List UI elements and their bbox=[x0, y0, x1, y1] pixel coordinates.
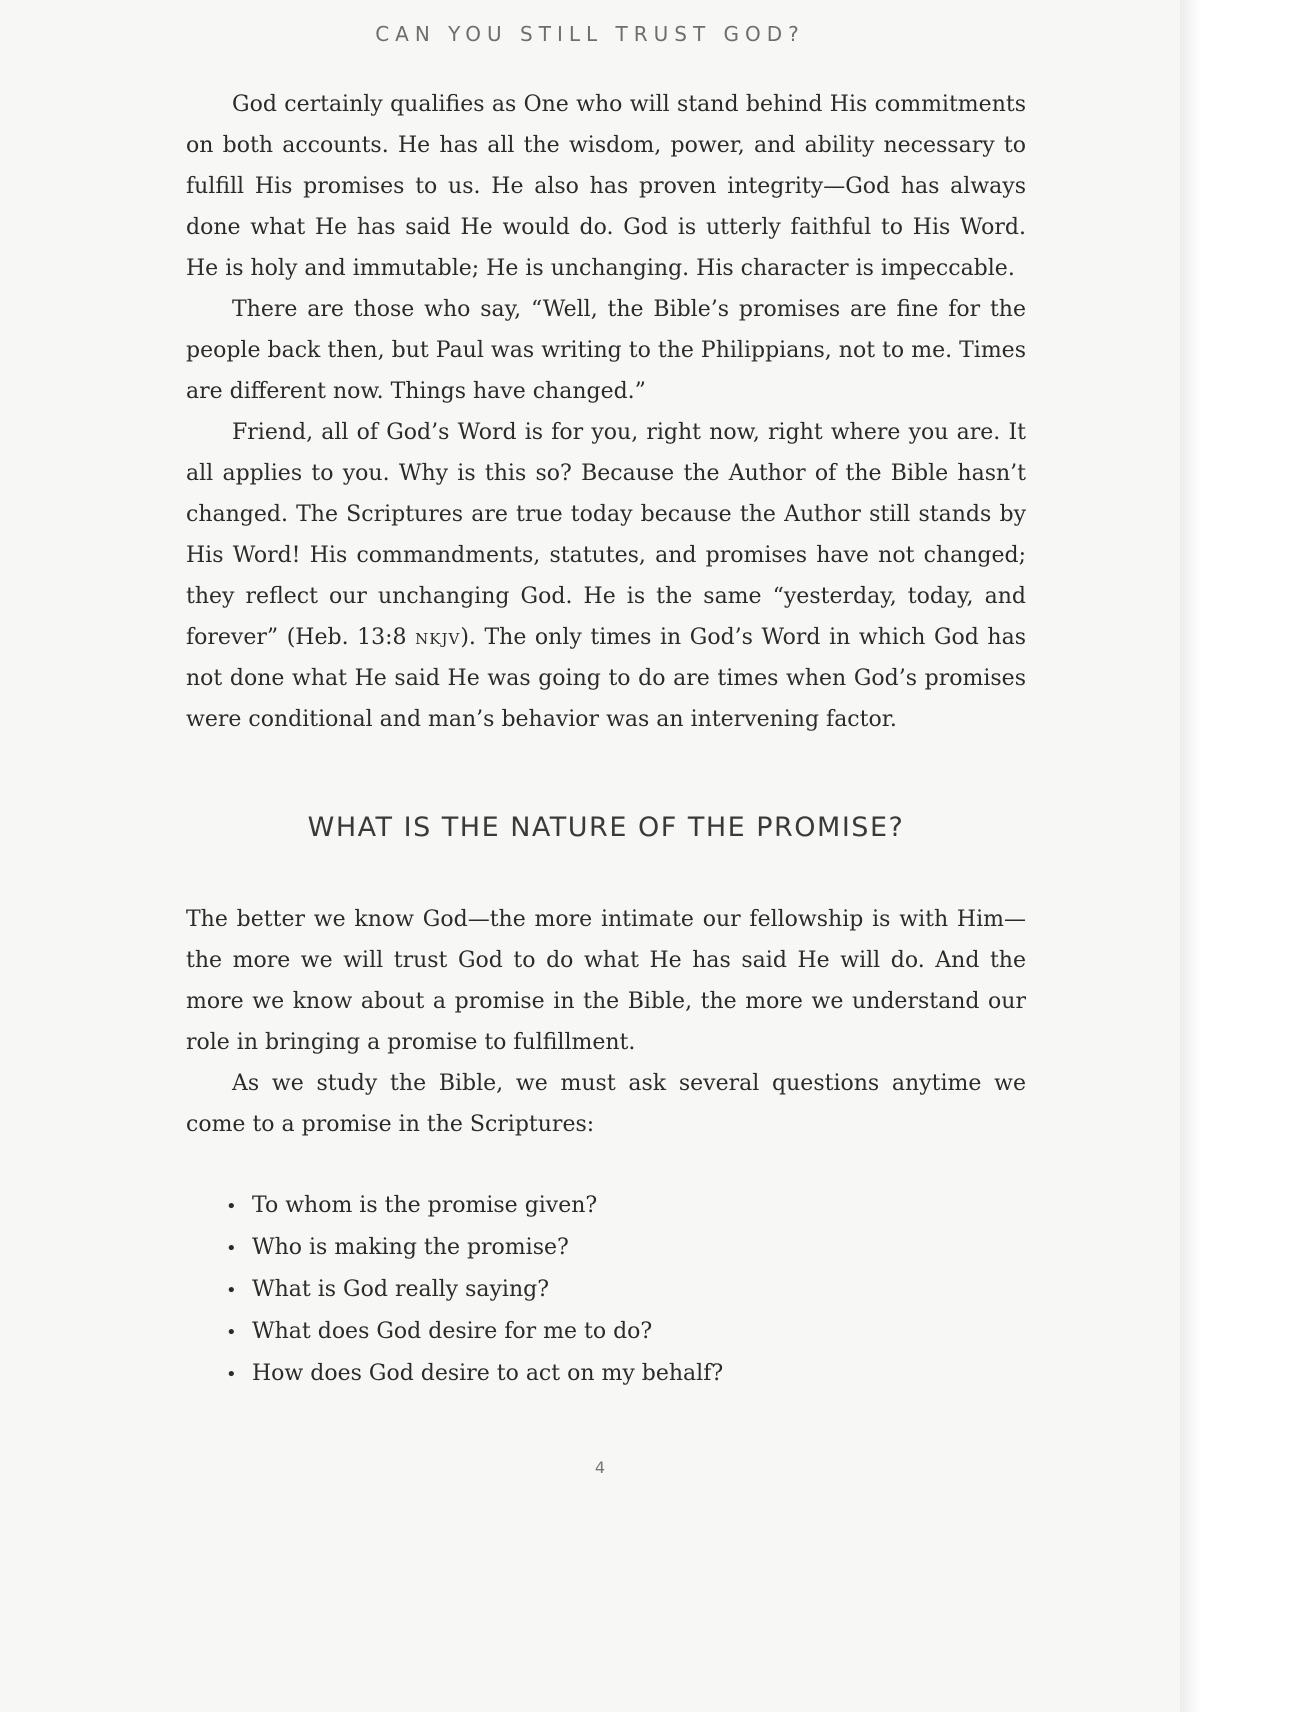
bullet-icon: • bbox=[226, 1238, 237, 1259]
list-item bbox=[226, 1269, 723, 1311]
paragraph bbox=[186, 412, 1026, 740]
bible-version-abbrev: nkjv bbox=[415, 625, 461, 650]
list-item bbox=[226, 1353, 723, 1395]
paragraph: There are those who say, “Well, the Bible’s promises are fine for the people back then, but Paul was writing to the Philippians, not to me. Times are different now. Things have changed.” bbox=[186, 297, 1026, 404]
list-item bbox=[226, 1185, 723, 1227]
section-heading: WHAT IS THE NATURE OF THE PROMISE? bbox=[307, 812, 905, 843]
paragraph: As we study the Bible, we must ask several questions anytime we come to a promise in the Scriptures: bbox=[186, 1071, 1026, 1137]
paragraph: The better we know God—the more intimate our fellowship is with Him—the more we will trust God to do what He has said He will do. And the more we know about a promise in the Bible, the more we understand our role in bringing a promise to fulfillment. bbox=[186, 907, 1026, 1055]
running-head: CAN YOU STILL TRUST GOD? bbox=[375, 22, 805, 46]
body-text-section bbox=[186, 899, 1026, 1145]
page-number: 4 bbox=[594, 1458, 606, 1477]
list-item bbox=[226, 1227, 723, 1269]
bullet-icon: • bbox=[226, 1280, 237, 1301]
paragraph: God certainly qualifies as One who will stand behind His commitments on both accounts. He has all the wisdom, power, and ability necessary to fulfill His promises to us. He also has proven integrity—God has always done what He has said He would do. God is utterly faithful to His Word. He is holy and immutable; He is unchanging. His character is impeccable. bbox=[186, 92, 1026, 281]
list-item-text: Who is making the promise? bbox=[252, 1235, 569, 1260]
list-item-text: What is God really saying? bbox=[252, 1277, 550, 1302]
page-edge bbox=[1180, 0, 1290, 1712]
list-item-text: What does God desire for me to do? bbox=[252, 1319, 653, 1344]
question-list bbox=[226, 1185, 723, 1395]
paragraph-text: ). The only times in God’s Word in which God has not done what He said He was going to do are times when God’s promises were conditional and man’s behavior was an intervening factor. bbox=[186, 625, 1026, 732]
list-item bbox=[226, 1311, 723, 1353]
bullet-icon: • bbox=[226, 1322, 237, 1343]
paragraph-text: Friend, all of God’s Word is for you, right now, right where you are. It all applies to you. Why is this so? Because the Author of the Bible hasn’t changed. The Scriptures are true today because the Author still stands by His Word! His commandments, statutes, and promises have not changed; they reflect our unchanging God. He is the same “yesterday, today, and forever” (Heb. 13:8 bbox=[186, 420, 1026, 650]
bullet-icon: • bbox=[226, 1364, 237, 1385]
list-item-text: How does God desire to act on my behalf? bbox=[252, 1361, 724, 1386]
body-text-top bbox=[186, 84, 1026, 740]
list-item-text: To whom is the promise given? bbox=[252, 1193, 598, 1218]
bullet-icon: • bbox=[226, 1196, 237, 1217]
